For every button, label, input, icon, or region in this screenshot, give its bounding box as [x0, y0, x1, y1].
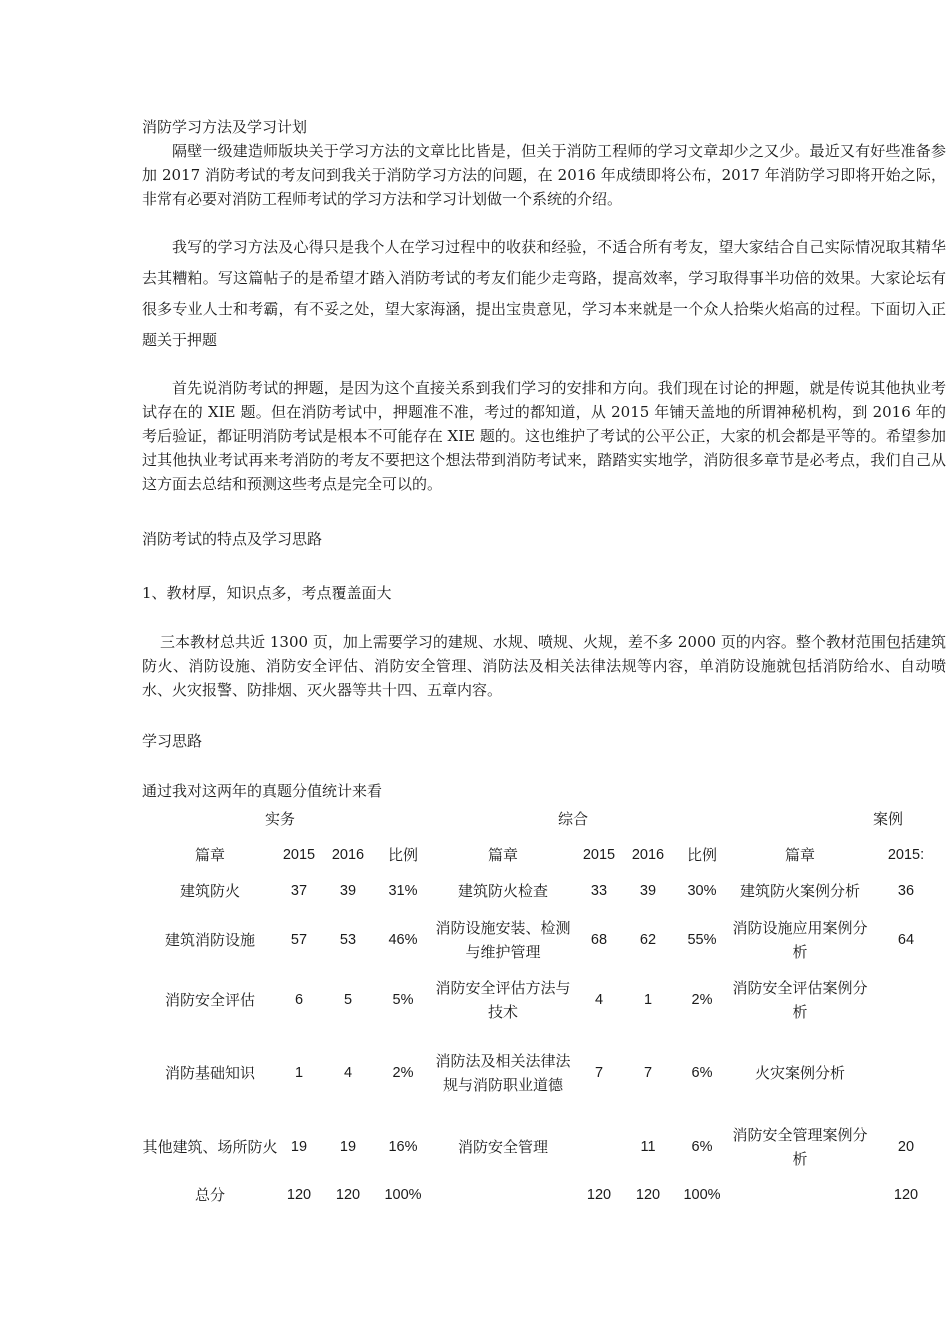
table-cell: 57 — [290, 932, 308, 948]
header-cell: 比例 — [686, 846, 717, 864]
table-cell: 4 — [594, 992, 604, 1008]
document-title: 消防学习方法及学习计划 — [142, 118, 308, 136]
header-cell: 篇章 — [487, 846, 518, 864]
table-cell: 100% — [683, 1187, 721, 1203]
table-cell: 120 — [635, 1187, 661, 1203]
table-cell: 1 — [643, 992, 653, 1008]
table-cell: 6% — [691, 1139, 713, 1155]
table-cell: 建筑防火检查 — [457, 882, 548, 900]
table-cell: 消防安全管理 — [457, 1138, 548, 1156]
table-cell: 建筑防火案例分析 — [739, 882, 860, 900]
table-cell: 39 — [639, 883, 657, 899]
table-row — [142, 1116, 942, 1178]
table-cell: 37 — [290, 883, 308, 899]
table-cell — [576, 1116, 622, 1178]
table-row — [142, 970, 942, 1030]
group-label-comprehensive: 综合 — [558, 810, 589, 828]
table-cell: 5% — [392, 992, 414, 1008]
table-cell: 消防安全管理案例分析 — [732, 1126, 868, 1168]
table-cell: 46% — [388, 932, 418, 948]
group-label-practice: 实务 — [265, 810, 296, 828]
header-cell: 篇章 — [194, 846, 225, 864]
intro-paragraph-3: 首先说消防考试的押题，是因为这个直接关系到我们学习的安排和方向。我们现在讨论的押题，就是传说其他执业考试存在的 XIE 题。但在消防考试中，押题准不准，考过的都知道，从 2015 年铺天盖地的所谓神秘机构，到 2016 年的考后验证，都证明消防考试是根本不可能存在 XIE 题的。这也维护了考试的公平公正，大家的机会都是平等的。希望参加过其他执业考试再来考消防的考友不要把这个想法带到消防考试来，踏踏实实地学，消防很多章节是必考点，我们自己从这方面去总结和预测这些考点是完全可以的。 — [142, 379, 946, 493]
table-cell: 2% — [691, 992, 713, 1008]
table-cell: 30% — [687, 883, 717, 899]
table-cell: 消防法及相关法律法规与消防职业道德 — [435, 1052, 571, 1094]
table-row — [142, 1030, 942, 1116]
header-cell: 2016 — [331, 847, 365, 863]
table-cell: 消防设施应用案例分析 — [732, 919, 868, 961]
group-label-case: 案例 — [873, 810, 904, 828]
intro-paragraph-1: 隔壁一级建造师版块关于学习方法的文章比比皆是，但关于消防工程师的学习文章却少之又少。最近又有好些准备参加 2017 消防考试的考友问到我关于消防学习方法的问题，在 2016 年成绩即将公布，2017 年消防学习即将开始之际，非常有必要对消防工程师考试的学习方法和学习计划做一个系统的介绍。 — [142, 142, 946, 208]
table-cell: 消防安全评估方法与技术 — [435, 979, 571, 1021]
table-cell: 11 — [640, 1139, 656, 1155]
section-heading: 消防考试的特点及学习思路 — [142, 530, 323, 548]
header-cell: 2015 — [582, 847, 616, 863]
table-header-row — [142, 838, 942, 872]
table-cell: 120 — [586, 1187, 612, 1203]
header-cell: 比例 — [387, 846, 418, 864]
study-heading: 学习思路 — [142, 732, 203, 750]
table-cell: 120 — [893, 1187, 919, 1203]
table-cell: 建筑防火 — [179, 882, 240, 900]
table-cell: 1 — [294, 1065, 304, 1081]
table-cell: 消防设施安装、检测与维护管理 — [435, 919, 571, 961]
table-cell: 19 — [290, 1139, 308, 1155]
header-cell: 2015: — [887, 847, 925, 863]
table-cell: 36 — [897, 883, 915, 899]
table-cell: 消防安全评估案例分析 — [732, 979, 868, 1021]
table-cell: 4 — [343, 1065, 353, 1081]
table-cell: 64 — [897, 932, 915, 948]
table-cell: 53 — [339, 932, 357, 948]
table-cell: 68 — [590, 932, 608, 948]
header-cell: 2016 — [631, 847, 665, 863]
table-cell: 消防基础知识 — [164, 1064, 255, 1082]
stats-intro: 通过我对这两年的真题分值统计来看 — [142, 782, 383, 800]
table-cell: 39 — [339, 883, 357, 899]
intro-paragraph-2: 我写的学习方法及心得只是我个人在学习过程中的收获和经验，不适合所有考友，望大家结合自己实际情况取其精华去其糟粕。写这篇帖子的是希望才踏入消防考试的考友们能少走弯路，提高效率，学习取得事半功倍的效果。大家论坛有很多专业人士和考霸，有不妥之处，望大家海涵，提出宝贵意见，学习本来就是一个众人拾柴火焰高的过程。下面切入正题关于押题 — [142, 238, 946, 349]
table-cell: 31% — [388, 883, 418, 899]
score-table — [142, 838, 942, 1212]
table-cell: 20 — [897, 1139, 915, 1155]
table-cell: 62 — [639, 932, 657, 948]
table-cell: 建筑消防设施 — [164, 931, 255, 949]
table-row — [142, 910, 942, 970]
point-1-paragraph: 三本教材总共近 1300 页，加上需要学习的建规、水规、喷规、火规，差不多 2000 页的内容。整个教材范围包括建筑防火、消防设施、消防安全评估、消防安全管理、消防法及相关法律法规等内容，单消防设施就包括消防给水、自动喷水、火灾报警、防排烟、灭火器等共十四、五章内容。 — [142, 633, 946, 699]
table-cell — [730, 1178, 870, 1212]
table-cell: 100% — [384, 1187, 422, 1203]
table-cell: 55% — [687, 932, 717, 948]
table-cell: 16% — [388, 1139, 418, 1155]
table-cell: 2% — [392, 1065, 414, 1081]
table-cell — [430, 1178, 576, 1212]
table-cell: 消防安全评估 — [164, 991, 255, 1009]
table-cell: 其他建筑、场所防火 — [142, 1138, 278, 1156]
table-row — [142, 872, 942, 910]
table-cell: 火灾案例分析 — [754, 1064, 845, 1082]
table-cell: 5 — [343, 992, 353, 1008]
table-cell: 总分 — [194, 1186, 225, 1204]
point-1-heading: 1、教材厚，知识点多，考点覆盖面大 — [142, 584, 392, 602]
table-cell: 120 — [335, 1187, 361, 1203]
table-cell: 6 — [294, 992, 304, 1008]
table-cell: 7 — [643, 1065, 653, 1081]
table-cell: 7 — [594, 1065, 604, 1081]
table-cell — [870, 1030, 942, 1116]
table-total-row — [142, 1178, 942, 1212]
header-cell: 篇章 — [784, 846, 815, 864]
header-cell: 2015 — [282, 847, 316, 863]
table-cell: 120 — [286, 1187, 312, 1203]
table-cell: 19 — [339, 1139, 357, 1155]
table-cell: 6% — [691, 1065, 713, 1081]
table-cell: 33 — [590, 883, 608, 899]
table-cell — [870, 970, 942, 1030]
